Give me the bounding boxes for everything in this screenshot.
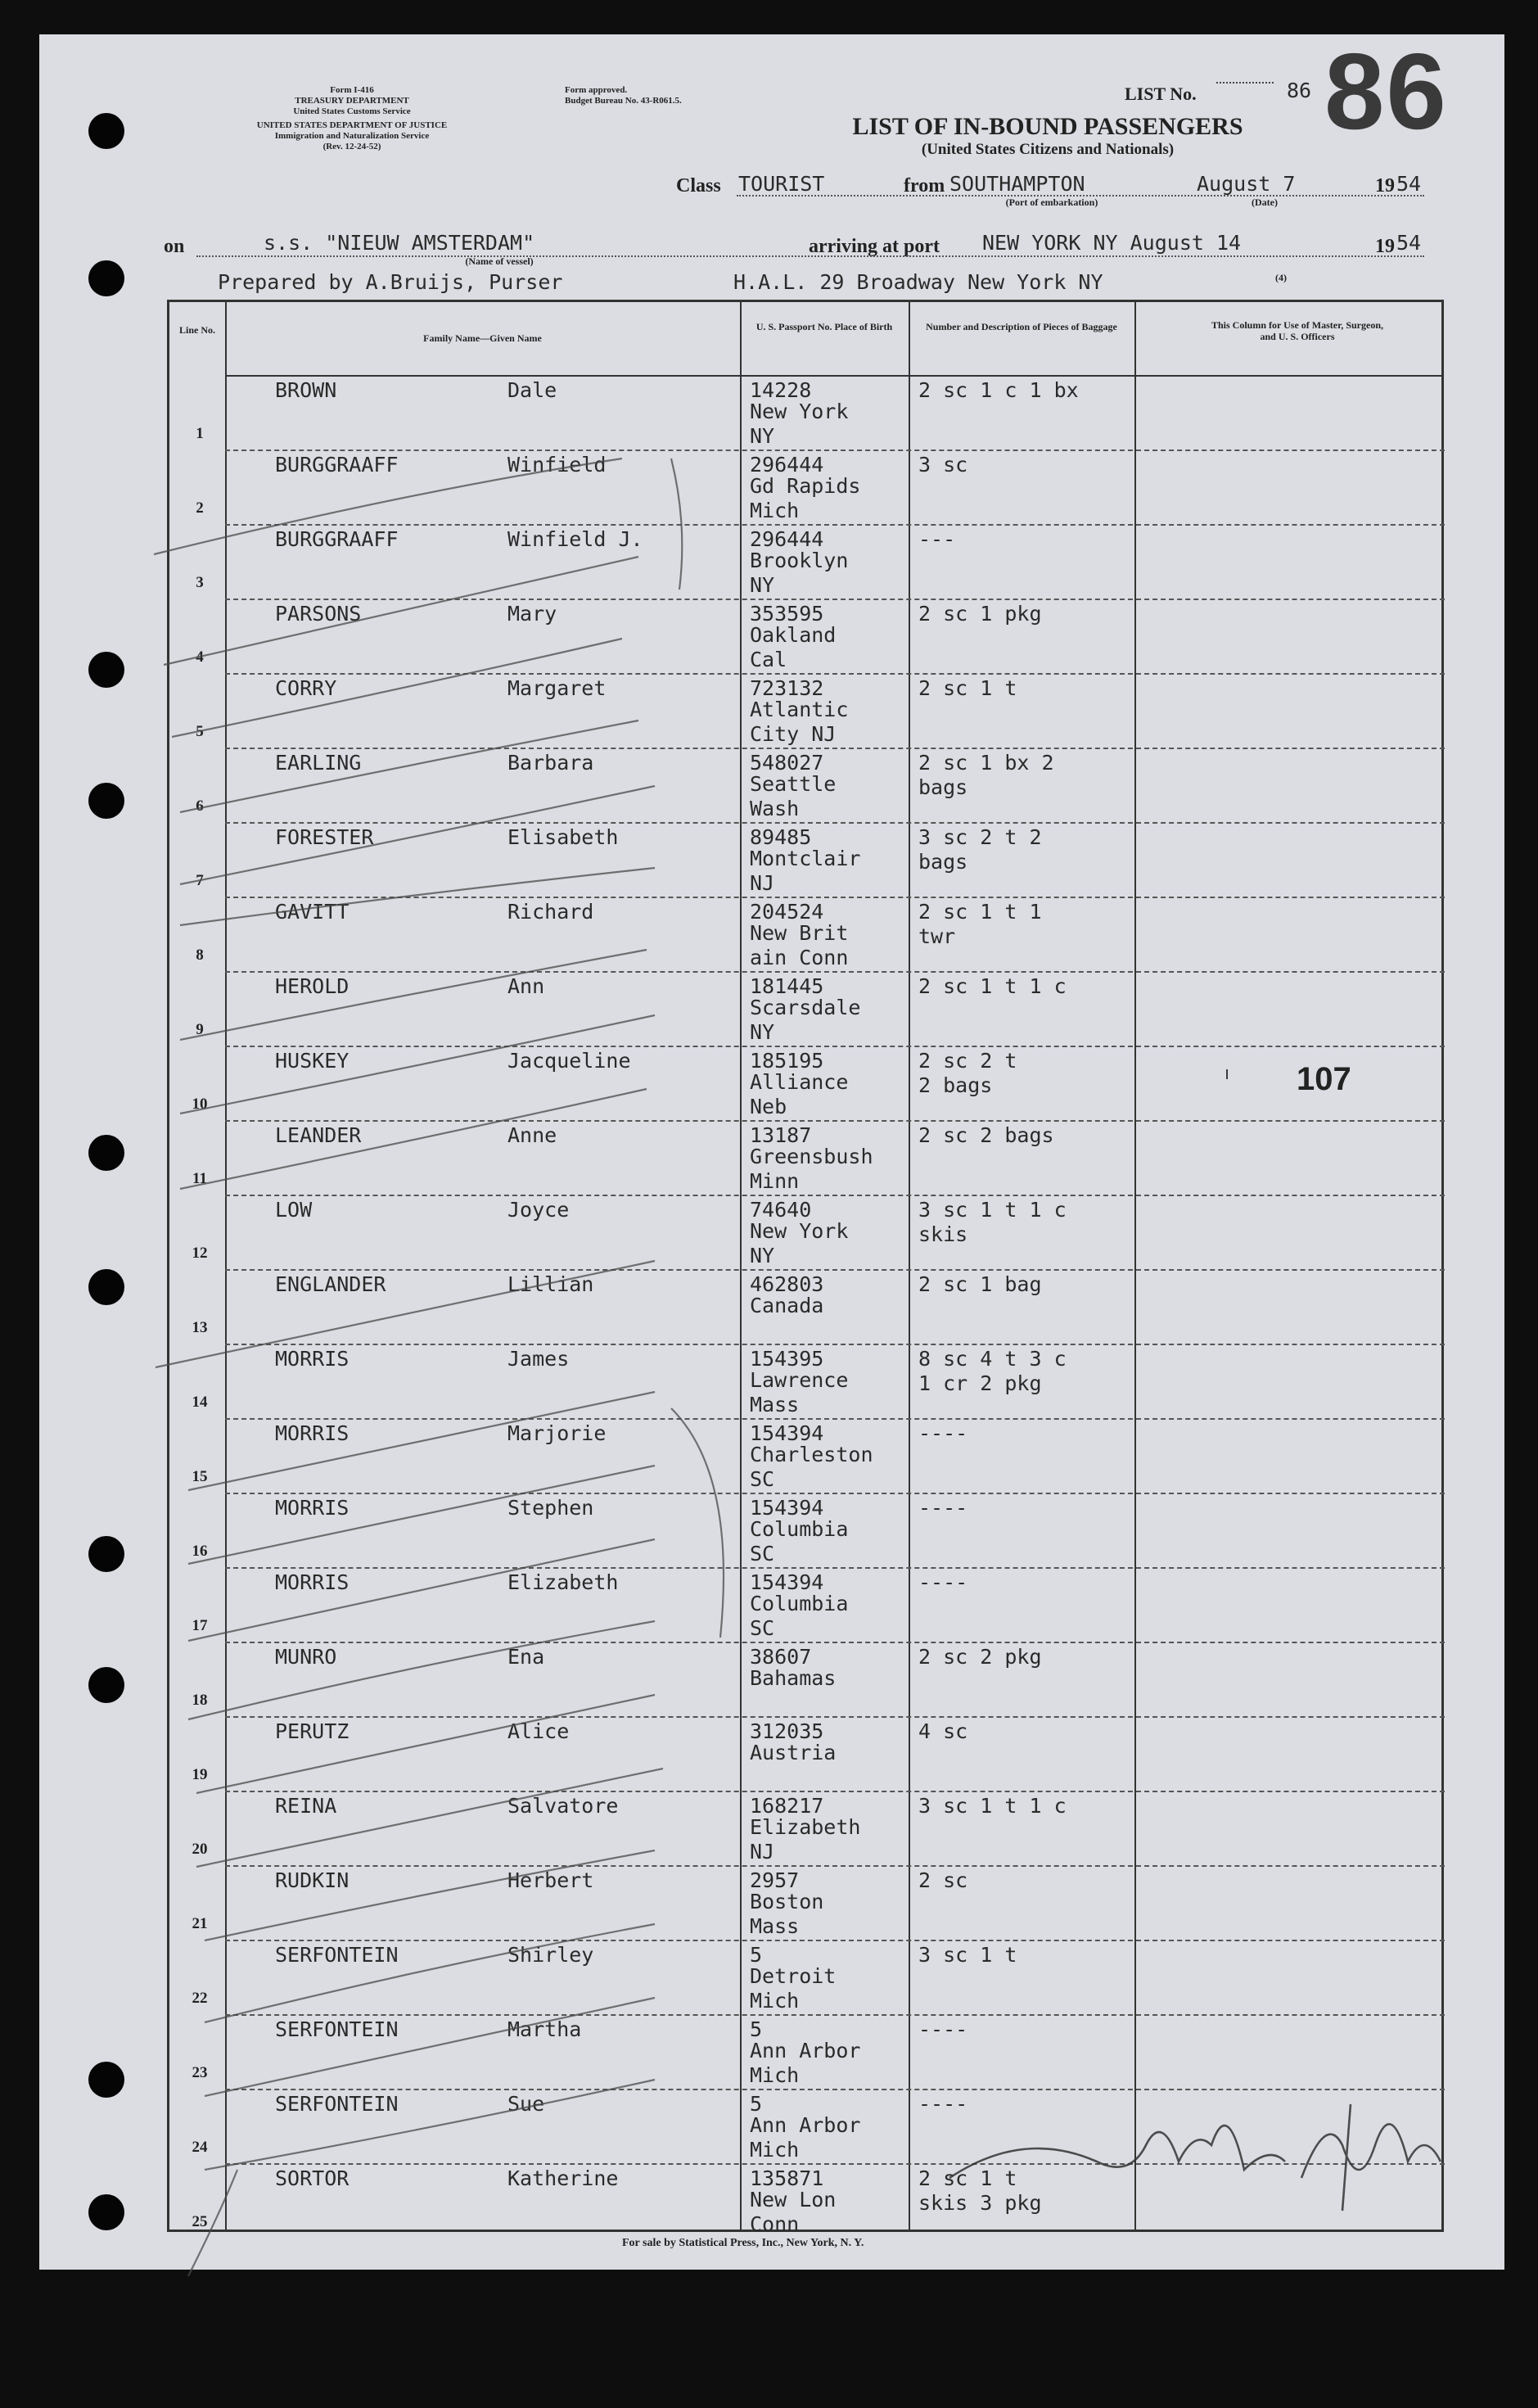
baggage-description: 2 sc 1 bx 2 bags bbox=[918, 751, 1054, 799]
family-name: PARSONS bbox=[275, 602, 362, 626]
passport-number: 312035 bbox=[750, 1719, 824, 1743]
pencil-stroke bbox=[188, 1539, 655, 1641]
list-no-stamp: 86 bbox=[1324, 31, 1448, 151]
prepared-by: Prepared by A.Bruijs, Purser bbox=[218, 270, 563, 294]
given-name: Winfield J. bbox=[507, 527, 643, 551]
pencil-stroke bbox=[188, 1621, 655, 1719]
form-approved: Form approved. bbox=[565, 85, 628, 95]
departure-date: August 7 bbox=[1197, 172, 1296, 196]
place-of-birth: Detroit Mich bbox=[750, 1964, 837, 2013]
baggage-description: 2 sc 1 t bbox=[918, 676, 1017, 700]
line-number: 5 bbox=[196, 723, 204, 740]
family-name: SERFONTEIN bbox=[275, 2092, 399, 2116]
line-number: 11 bbox=[192, 1170, 207, 1187]
form-revision: (Rev. 12-24-52) bbox=[322, 142, 381, 151]
given-name: Anne bbox=[507, 1123, 557, 1147]
on-label: on bbox=[164, 236, 185, 257]
family-name: BURGGRAAFF bbox=[275, 453, 399, 477]
place-of-birth: Columbia SC bbox=[750, 1592, 849, 1640]
passport-number: 13187 bbox=[750, 1123, 812, 1147]
family-name: LEANDER bbox=[275, 1123, 362, 1147]
place-of-birth: New Brit ain Conn bbox=[750, 921, 849, 969]
pencil-stroke bbox=[205, 1998, 655, 2096]
passport-number: 296444 bbox=[750, 527, 824, 551]
place-of-birth: New York NY bbox=[750, 400, 849, 448]
pencil-stroke bbox=[180, 868, 655, 925]
baggage-description: 2 sc 2 t 2 bags bbox=[918, 1049, 1017, 1097]
family-name: GAVITT bbox=[275, 900, 350, 924]
passport-number: 154394 bbox=[750, 1421, 824, 1445]
pencil-stroke bbox=[196, 1695, 655, 1793]
family-name: PERUTZ bbox=[275, 1719, 350, 1743]
place-of-birth: Scarsdale NY bbox=[750, 996, 861, 1044]
agent-footnote: (4) bbox=[1275, 272, 1287, 283]
class-label: Class bbox=[676, 175, 721, 197]
baggage-description: 3 sc bbox=[918, 453, 968, 477]
passport-number: 5 bbox=[750, 2092, 763, 2116]
line-number: 19 bbox=[192, 1766, 208, 1783]
passport-number: 296444 bbox=[750, 453, 824, 477]
class-value: TOURIST bbox=[738, 172, 825, 196]
line-number: 1 bbox=[196, 425, 204, 442]
given-name: Stephen bbox=[507, 1496, 594, 1520]
family-name: ENGLANDER bbox=[275, 1272, 386, 1296]
baggage-description: 3 sc 2 t 2 bags bbox=[918, 825, 1042, 874]
line-number: 17 bbox=[192, 1617, 208, 1634]
line-number: 23 bbox=[192, 2064, 208, 2081]
place-of-birth: Alliance Neb bbox=[750, 1070, 849, 1118]
date-caption: (Date) bbox=[1252, 197, 1278, 208]
family-name: MORRIS bbox=[275, 1421, 350, 1445]
document-subtitle: (United States Citizens and Nationals) bbox=[921, 141, 1175, 158]
place-of-birth: Austria bbox=[750, 1741, 837, 1764]
baggage-description: 2 sc 1 pkg bbox=[918, 602, 1042, 626]
family-name: EARLING bbox=[275, 751, 362, 775]
place-of-birth: Elizabeth NJ bbox=[750, 1815, 861, 1864]
passport-number: 38607 bbox=[750, 1645, 812, 1669]
budget-bureau: Budget Bureau No. 43-R061.5. bbox=[565, 96, 682, 106]
port-caption: (Port of embarkation) bbox=[1005, 197, 1098, 208]
dept-justice: UNITED STATES DEPARTMENT OF JUSTICE bbox=[256, 120, 448, 130]
baggage-description: 2 sc 1 c 1 bx bbox=[918, 378, 1079, 402]
baggage-description: 4 sc bbox=[918, 1719, 968, 1743]
passport-number: 204524 bbox=[750, 900, 824, 924]
bracket-stroke bbox=[671, 459, 682, 590]
official-signature bbox=[949, 2104, 1441, 2211]
line-number: 22 bbox=[192, 1990, 208, 2007]
family-name: MUNRO bbox=[275, 1645, 337, 1669]
year-prefix-2: 19 bbox=[1375, 236, 1395, 257]
given-name: Herbert bbox=[507, 1868, 594, 1892]
passport-number: 89485 bbox=[750, 825, 812, 849]
given-name: Ena bbox=[507, 1645, 545, 1669]
passport-number: 168217 bbox=[750, 1794, 824, 1818]
vessel-caption: (Name of vessel) bbox=[465, 255, 534, 267]
baggage-description: ---- bbox=[918, 1570, 968, 1594]
given-name: Joyce bbox=[507, 1198, 570, 1222]
line-number: 25 bbox=[192, 2213, 208, 2230]
passport-number: 462803 bbox=[750, 1272, 824, 1296]
family-name: MORRIS bbox=[275, 1496, 350, 1520]
place-of-birth: Ann Arbor Mich bbox=[750, 2039, 861, 2087]
pencil-stroke bbox=[180, 1015, 655, 1114]
given-name: Shirley bbox=[507, 1943, 594, 1967]
family-name: SERFONTEIN bbox=[275, 2017, 399, 2041]
col-header-name: Family Name—Given Name bbox=[423, 332, 542, 344]
given-name: Salvatore bbox=[507, 1794, 619, 1818]
year-suffix-2: 54 bbox=[1396, 231, 1422, 255]
baggage-description: --- bbox=[918, 527, 956, 551]
line-number: 24 bbox=[192, 2139, 208, 2156]
bracket-stroke bbox=[671, 1408, 724, 1638]
pencil-stroke bbox=[188, 1392, 655, 1490]
line-number: 15 bbox=[192, 1468, 208, 1485]
line-number: 16 bbox=[192, 1543, 208, 1560]
family-name: FORESTER bbox=[275, 825, 374, 849]
passport-number: 2957 bbox=[750, 1868, 800, 1892]
pencil-stroke bbox=[172, 639, 622, 737]
line-number: 12 bbox=[192, 1245, 208, 1262]
vessel-name: s.s. "NIEUW AMSTERDAM" bbox=[264, 231, 535, 255]
form-number: Form I-416 bbox=[330, 85, 374, 95]
passport-number: 5 bbox=[750, 1943, 763, 1967]
family-name: BROWN bbox=[275, 378, 337, 402]
footer-publisher: For sale by Statistical Press, Inc., New York, N. Y. bbox=[622, 2237, 864, 2249]
list-no-label: LIST No. bbox=[1125, 84, 1197, 104]
given-name: James bbox=[507, 1347, 570, 1371]
baggage-description: ---- bbox=[918, 1496, 968, 1520]
place-of-birth: Oakland Cal bbox=[750, 623, 837, 671]
place-of-birth: Montclair NJ bbox=[750, 847, 861, 895]
place-of-birth: Ann Arbor Mich bbox=[750, 2113, 861, 2162]
line-number: 7 bbox=[196, 872, 204, 889]
line-number: 8 bbox=[196, 946, 204, 964]
family-name: MORRIS bbox=[275, 1570, 350, 1594]
list-no-typed: 86 bbox=[1287, 79, 1312, 102]
family-name: SERFONTEIN bbox=[275, 1943, 399, 1967]
family-name: CORRY bbox=[275, 676, 337, 700]
family-name: REINA bbox=[275, 1794, 337, 1818]
given-name: Winfield bbox=[507, 453, 607, 477]
place-of-birth: Seattle Wash bbox=[750, 772, 837, 820]
given-name: Elisabeth bbox=[507, 825, 619, 849]
baggage-description: 3 sc 1 t 1 c bbox=[918, 1794, 1067, 1818]
passport-number: 353595 bbox=[750, 602, 824, 626]
officer-annotation: 107 bbox=[1297, 1061, 1351, 1097]
place-of-birth: Columbia SC bbox=[750, 1517, 849, 1565]
baggage-description: 2 sc 1 t skis 3 pkg bbox=[918, 2166, 1042, 2215]
baggage-description: 3 sc 1 t bbox=[918, 1943, 1017, 1967]
pencil-stroke bbox=[205, 1850, 655, 1940]
line-number: 21 bbox=[192, 1915, 208, 1932]
given-name: Richard bbox=[507, 900, 594, 924]
pencil-stroke bbox=[188, 2170, 237, 2276]
shipping-agent: H.A.L. 29 Broadway New York NY bbox=[733, 270, 1103, 294]
line-number: 2 bbox=[196, 499, 204, 517]
family-name: HEROLD bbox=[275, 974, 350, 998]
baggage-description: 8 sc 4 t 3 c 1 cr 2 pkg bbox=[918, 1347, 1067, 1395]
line-number: 14 bbox=[192, 1394, 208, 1411]
baggage-description: 2 sc 2 bags bbox=[918, 1123, 1054, 1147]
place-of-birth: Brooklyn NY bbox=[750, 549, 849, 597]
line-number: 4 bbox=[196, 648, 204, 666]
year-suffix-1: 54 bbox=[1396, 172, 1422, 196]
document-title: LIST OF IN-BOUND PASSENGERS bbox=[852, 113, 1243, 140]
given-name: Mary bbox=[507, 602, 557, 626]
pencil-stroke bbox=[180, 950, 647, 1040]
baggage-description: ---- bbox=[918, 2092, 968, 2116]
pencil-stroke bbox=[196, 1769, 663, 1867]
given-name: Ann bbox=[507, 974, 545, 998]
pencil-stroke bbox=[156, 1261, 655, 1367]
passport-number: 135871 bbox=[750, 2166, 824, 2190]
family-name: HUSKEY bbox=[275, 1049, 350, 1073]
given-name: Margaret bbox=[507, 676, 607, 700]
passport-number: 5 bbox=[750, 2017, 763, 2041]
col-header-officers: This Column for Use of Master, Surgeon, and U. S. Officers bbox=[1211, 319, 1383, 342]
given-name: Marjorie bbox=[507, 1421, 607, 1445]
pencil-stroke bbox=[205, 1924, 655, 2022]
pencil-stroke bbox=[164, 557, 638, 665]
pencil-stroke bbox=[154, 459, 622, 554]
given-name: Barbara bbox=[507, 751, 594, 775]
dept-treasury: TREASURY DEPARTMENT bbox=[295, 96, 409, 106]
place-of-birth: Charleston SC bbox=[750, 1443, 873, 1491]
given-name: Lillian bbox=[507, 1272, 594, 1296]
place-of-birth: Gd Rapids Mich bbox=[750, 474, 861, 522]
year-prefix-1: 19 bbox=[1375, 175, 1395, 197]
pencil-stroke bbox=[180, 1089, 647, 1189]
passport-number: 154394 bbox=[750, 1570, 824, 1594]
passport-number: 181445 bbox=[750, 974, 824, 998]
passport-number: 74640 bbox=[750, 1198, 812, 1222]
place-of-birth: Atlantic City NJ bbox=[750, 698, 849, 746]
baggage-description: 2 sc 1 t 1 c bbox=[918, 974, 1067, 998]
pencil-stroke bbox=[180, 721, 638, 812]
arriving-label: arriving at port bbox=[809, 236, 940, 257]
place-of-birth: Canada bbox=[750, 1294, 824, 1317]
place-of-birth: New Lon Conn bbox=[750, 2188, 837, 2236]
port-of-embarkation: SOUTHAMPTON bbox=[949, 172, 1085, 196]
passport-number: 548027 bbox=[750, 751, 824, 775]
customs-service: United States Customs Service bbox=[293, 106, 411, 116]
passport-number: 14228 bbox=[750, 378, 812, 402]
baggage-description: 3 sc 1 t 1 c skis bbox=[918, 1198, 1067, 1246]
given-name: Jacqueline bbox=[507, 1049, 631, 1073]
port-of-arrival: NEW YORK NY August 14 bbox=[982, 231, 1242, 255]
from-label: from bbox=[904, 175, 945, 197]
place-of-birth: Greensbush Minn bbox=[750, 1145, 873, 1193]
tick-mark: ı bbox=[1225, 1063, 1230, 1083]
passport-number: 185195 bbox=[750, 1049, 824, 1073]
pencil-stroke bbox=[205, 2080, 655, 2170]
baggage-description: 2 sc 2 pkg bbox=[918, 1645, 1042, 1669]
pencil-stroke bbox=[188, 1466, 655, 1564]
col-header-line-no: Line No. bbox=[178, 324, 215, 336]
given-name: Katherine bbox=[507, 2166, 619, 2190]
col-header-baggage: Number and Description of Pieces of Baggage bbox=[926, 321, 1117, 332]
place-of-birth: Lawrence Mass bbox=[750, 1368, 849, 1416]
line-number: 18 bbox=[192, 1692, 208, 1709]
place-of-birth: Bahamas bbox=[750, 1666, 837, 1690]
line-number: 10 bbox=[192, 1096, 208, 1113]
line-number: 20 bbox=[192, 1841, 208, 1858]
passport-number: 154394 bbox=[750, 1496, 824, 1520]
baggage-description: 2 sc bbox=[918, 1868, 968, 1892]
passport-number: 154395 bbox=[750, 1347, 824, 1371]
family-name: RUDKIN bbox=[275, 1868, 350, 1892]
baggage-description: ---- bbox=[918, 2017, 968, 2041]
family-name: LOW bbox=[275, 1198, 313, 1222]
line-number: 9 bbox=[196, 1021, 204, 1038]
given-name: Martha bbox=[507, 2017, 582, 2041]
line-number: 3 bbox=[196, 574, 204, 591]
family-name: SORTOR bbox=[275, 2166, 350, 2190]
pencil-stroke bbox=[180, 786, 655, 884]
passport-number: 723132 bbox=[750, 676, 824, 700]
line-number: 13 bbox=[192, 1319, 208, 1336]
place-of-birth: Boston Mass bbox=[750, 1890, 824, 1938]
col-header-passport: U. S. Passport No. Place of Birth bbox=[755, 321, 893, 332]
ins-service: Immigration and Naturalization Service bbox=[274, 131, 430, 141]
family-name: BURGGRAAFF bbox=[275, 527, 399, 551]
given-name: Elizabeth bbox=[507, 1570, 619, 1594]
baggage-description: ---- bbox=[918, 1421, 968, 1445]
given-name: Alice bbox=[507, 1719, 570, 1743]
given-name: Sue bbox=[507, 2092, 545, 2116]
place-of-birth: New York NY bbox=[750, 1219, 849, 1267]
baggage-description: 2 sc 1 t 1 twr bbox=[918, 900, 1042, 948]
given-name: Dale bbox=[507, 378, 557, 402]
line-number: 6 bbox=[196, 797, 204, 815]
baggage-description: 2 sc 1 bag bbox=[918, 1272, 1042, 1296]
family-name: MORRIS bbox=[275, 1347, 350, 1371]
